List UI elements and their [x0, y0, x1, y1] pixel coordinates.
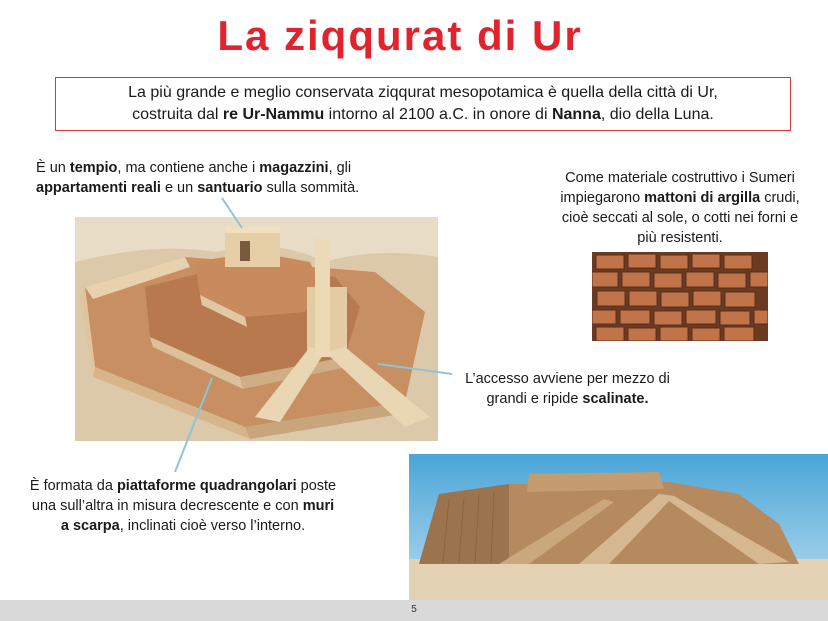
intro-box — [55, 77, 791, 131]
bricks-photo — [592, 252, 768, 341]
note-tempio — [36, 158, 416, 198]
note-text: , inclinati cioè verso l’interno. — [119, 518, 306, 534]
note-bold: magazzini — [259, 160, 329, 176]
note-bold: tempio — [69, 160, 118, 176]
intro-line-1: La più grande e meglio conservata ziqqurat mesopotamica è quella della città di Ur, — [128, 84, 718, 101]
bricks-drawing — [592, 252, 768, 341]
note-text: È formata da — [29, 478, 117, 494]
note-text: L’accesso avviene per mezzo di grandi e ripide — [465, 371, 670, 407]
note-bold: mattoni di argilla — [644, 190, 761, 206]
note-bold: appartamenti reali — [36, 180, 161, 196]
note-text: sulla sommità. — [262, 180, 360, 196]
ziggurat-photo — [409, 454, 828, 600]
note-bold: piattaforme quadrangolari — [116, 478, 297, 494]
note-text: e un — [160, 180, 198, 196]
note-text: Come materiale costruttivo i Sumeri impiegarono — [560, 170, 795, 206]
intro-text: costruita dal — [132, 106, 223, 123]
intro-god: Nanna — [551, 106, 601, 123]
intro-line-2 — [56, 104, 790, 126]
note-text: poste una sull’altra in misura decrescente e con — [31, 478, 337, 514]
note-piattaforme — [28, 476, 338, 536]
note-text: crudi, cioè seccati al sole, o cotti nei forni e più resistenti. — [561, 190, 800, 246]
intro-text: intorno al 2100 a.C. in onore di — [324, 106, 552, 123]
note-accesso — [455, 369, 680, 409]
intro-king: re Ur-Nammu — [222, 106, 325, 123]
note-bold: muri a scarpa — [60, 498, 335, 534]
note-text: , ma contiene anche i — [117, 160, 260, 176]
note-text: È un — [36, 160, 70, 176]
note-materiale — [555, 168, 805, 248]
note-bold: scalinate. — [582, 391, 649, 407]
ziggurat-drawing — [75, 217, 438, 441]
page-title: La ziqqurat di Ur — [217, 12, 583, 59]
note-text: , gli — [328, 160, 352, 176]
page-number: 5 — [411, 604, 417, 615]
intro-text: , dio della Luna. — [600, 106, 714, 123]
ziggurat-photo-drawing — [409, 454, 828, 600]
note-bold: santuario — [197, 180, 263, 196]
ziggurat-illustration — [75, 217, 438, 441]
